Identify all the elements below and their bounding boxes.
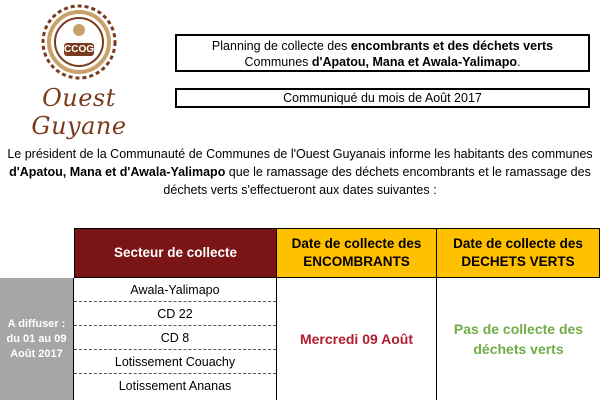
logo-mark-text: CCOG: [64, 44, 94, 55]
title-box: [175, 34, 590, 72]
title-line-1-bold: encombrants et des déchets verts: [350, 39, 554, 53]
sector-row: CD 22: [74, 302, 276, 326]
title-line-2: [177, 54, 588, 70]
encombrants-date: Mercredi 09 Août: [277, 278, 437, 400]
intro-text-2: que le ramassage des déchets encombrants et le ramassage des déchets verts s'effectueront aux dates suivantes :: [163, 165, 591, 197]
header-dechets-verts: Date de collecte des DECHETS VERTS: [437, 228, 600, 278]
intro-text-1: Le président de la Communauté de Communes de l'Ouest Guyanais informe les habitants des communes: [7, 147, 593, 161]
title-line-2-suffix: .: [517, 55, 521, 69]
communique-box: Communiqué du mois de Août 2017: [175, 88, 590, 108]
intro-communes: d'Apatou, Mana et d'Awala-Yalimapo: [9, 165, 226, 179]
title-line-1-prefix: Planning de collecte des: [211, 39, 351, 53]
header-sector: Secteur de collecte: [74, 228, 277, 278]
collection-table: [0, 228, 600, 400]
ccog-logo: [4, 2, 154, 140]
diffusion-period: A diffuser : du 01 au 09 Août 2017: [0, 278, 74, 400]
dechets-verts-note: Pas de collecte des déchets verts: [453, 321, 584, 357]
sector-row: Lotissement Couachy: [74, 350, 276, 374]
title-line-2-prefix: Communes: [244, 55, 312, 69]
title-line-1: [177, 38, 588, 54]
sector-row: CD 8: [74, 326, 276, 350]
sector-row: Lotissement Ananas: [118, 379, 232, 393]
title-line-2-bold: d'Apatou, Mana et Awala-Yalimapo: [311, 55, 517, 69]
sector-row: Awala-Yalimapo: [74, 278, 276, 302]
logo-name: Ouest Guyane: [31, 84, 127, 140]
intro-paragraph: [4, 145, 596, 199]
header-encombrants: Date de collecte des ENCOMBRANTS: [277, 228, 437, 278]
sector-list: [74, 278, 277, 400]
